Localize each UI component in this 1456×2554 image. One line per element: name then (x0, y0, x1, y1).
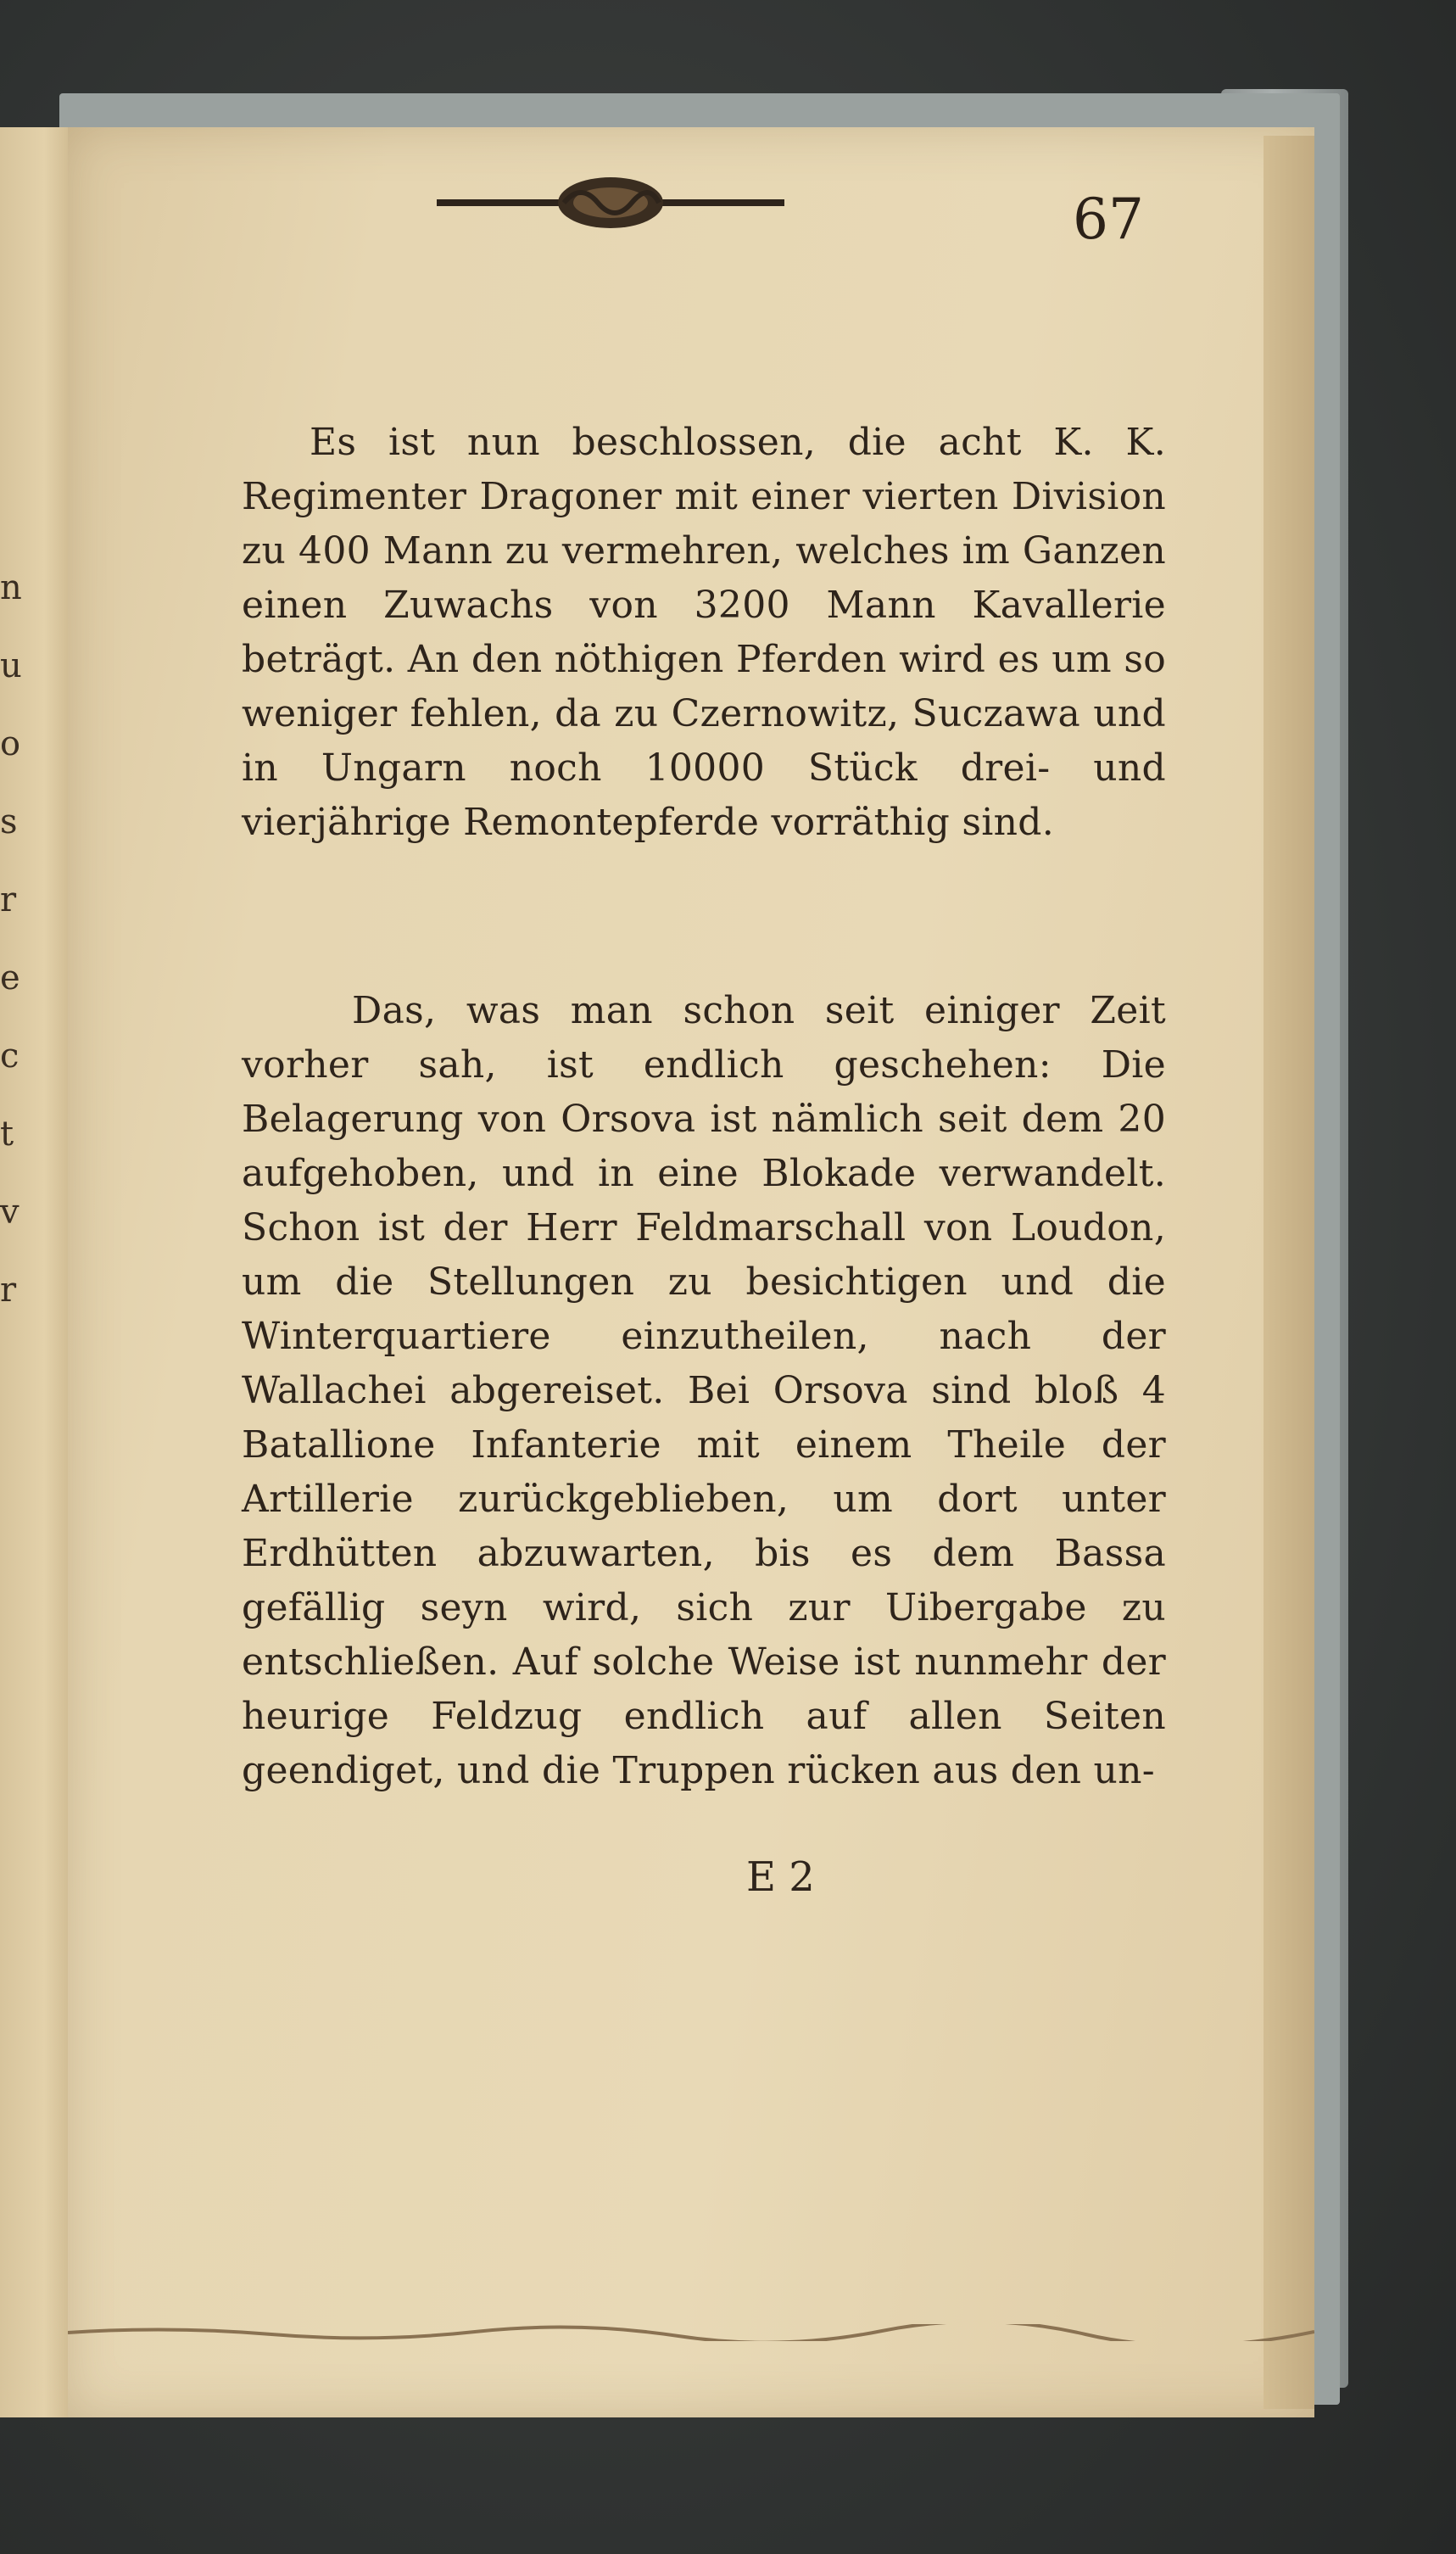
margin-glyph: o (0, 724, 21, 763)
page-stack-edge (1264, 136, 1314, 2409)
margin-glyph: n (0, 568, 22, 607)
margin-glyph: t (0, 1115, 14, 1154)
margin-glyph: e (0, 958, 20, 998)
torn-page-bottom-edge (68, 2324, 1314, 2341)
margin-glyph: s (0, 802, 18, 841)
margin-glyph: c (0, 1037, 20, 1076)
margin-glyph: u (0, 646, 22, 685)
paragraph-1: Es ist nun beschlossen, die acht K. K. Regimenter Dragoner mit einer vierten Division zu 400 Mann zu vermehren, welches im Ganzen einen Zuwachs von 3200 Mann Kavallerie beträgt. An den nöthigen Pferden wird es um so weniger fehlen, da zu Czernowitz, Suczawa und in Ungarn noch 10000 Stück drei- und vierjährige Remontepferde vorräthig sind. (242, 421, 1166, 844)
margin-glyph: r (0, 880, 17, 919)
margin-glyph: r (0, 1271, 17, 1310)
margin-glyph: v (0, 1193, 20, 1232)
left-page-margin-text (0, 568, 25, 1310)
page-number: 67 (1073, 187, 1144, 252)
signature-mark: E 2 (746, 1853, 815, 1901)
header-ornament (437, 174, 784, 233)
paragraph-2: Das, was man schon seit einiger Zeit vorher sah, ist endlich geschehen: Die Belagerung von Orsova ist nämlich seit dem 20 aufgehoben, und in eine Blokade verwandelt. Schon ist der Herr Feldmarschall von Loudon, um die Stellungen zu besichtigen und die Winterquartiere einzutheilen, nach der Wallachei abgereiset. Bei Orsova sind bloß 4 Batallione Infanterie mit einem Theile der Artillerie zurückgeblieben, um dort unter Erdhütten abzuwarten, bis es dem Bassa gefällig seyn wird, sich zur Uibergabe zu entschließen. Auf solche Weise ist nunmehr der heurige Feldzug endlich auf allen Seiten geendiget, und die Truppen rücken aus den un- (242, 989, 1166, 1792)
